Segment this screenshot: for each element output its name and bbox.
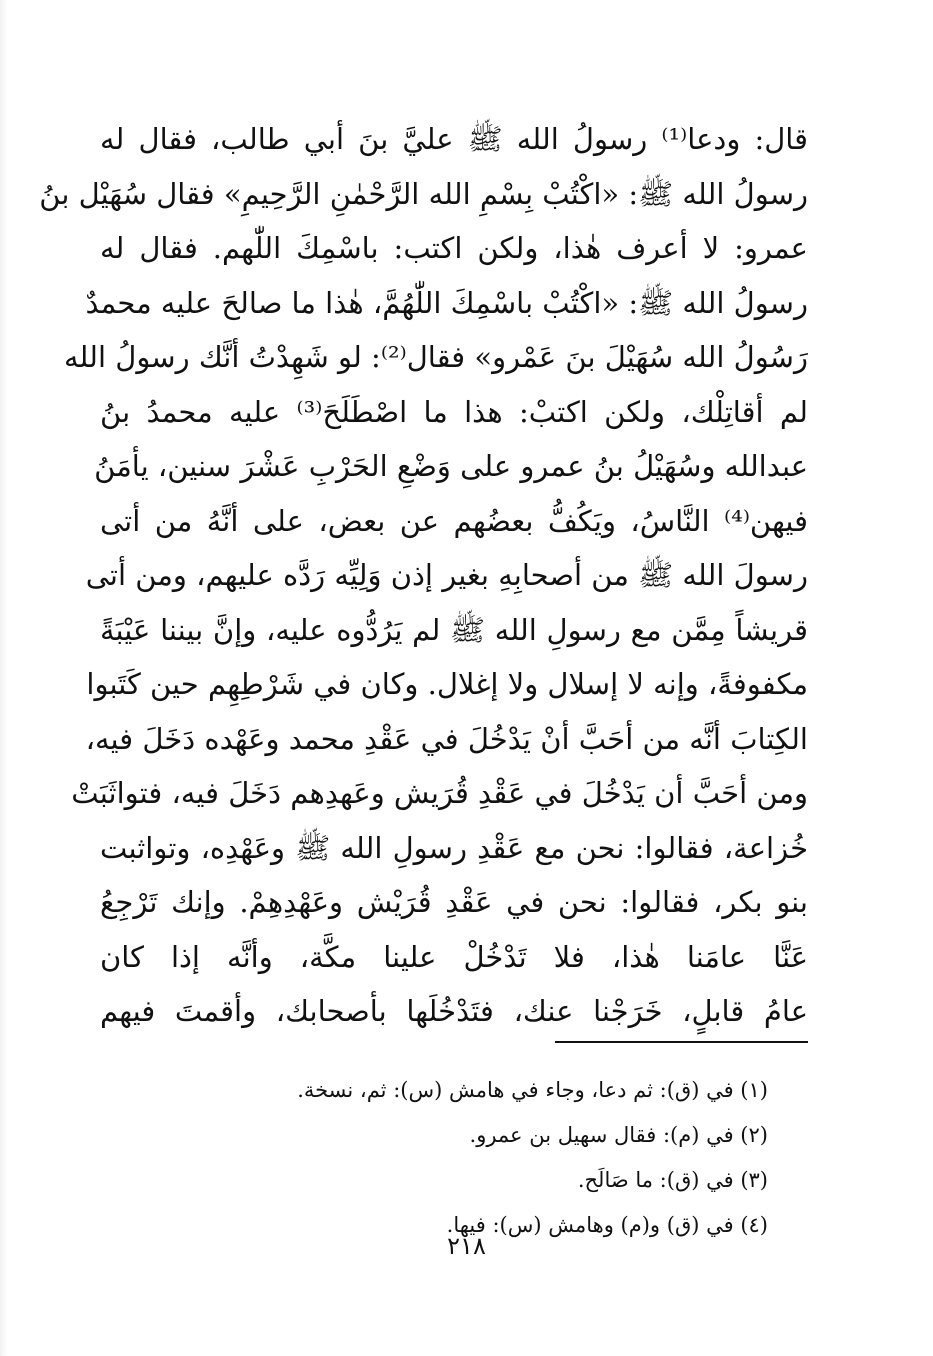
text-line: الكِتابَ أنَّه من أحَبَّ أنْ يَدْخُلَ في عَقْدِ محمد وعَهْده دَخَلَ فيه، [85, 721, 808, 756]
text-line: بنو بكر، فقالوا: نحن في عَقْدِ قُرَيْش وعَهْدِهِمْ. وإنك تَرْجِعُ [100, 885, 808, 919]
text-line: عبدالله وسُهَيْلُ بنُ عمرو على وَضْعِ الحَرْبِ عَشْرَ سنين، يأمَنُ [94, 449, 808, 483]
text-line: عمرو: لا أعرف هٰذا، ولكن اكتب: باسْمِكَ اللّٰهم. فقال له [100, 231, 808, 265]
text-line: عَنَّا عامَنا هٰذا، فلا تَدْخُلْ علينا مكَّة، وأنَّه إذا كان [100, 939, 808, 974]
text-line: قال: ودعا⁽¹⁾ رسولُ الله ﷺ عليَّ بنَ أبي طالب، فقال له [100, 122, 808, 156]
main-text-block [39, 112, 808, 1039]
page-edge-shadow [0, 0, 8, 1356]
footnotes-block [168, 1068, 768, 1248]
text-line: قريشاً مِمَّن مع رسولِ الله ﷺ لم يَرُدُّوه عليه، وإنَّ بيننا عَيْبَةً [100, 612, 808, 647]
text-line: رسولَ الله ﷺ من أصحابِهِ بغير إذن وَلِيِّه رَدَّه عليهم، ومن أتى [85, 558, 808, 592]
text-line: رسولُ الله ﷺ: «اكْتُبْ باسْمِكَ اللّٰهُمَّ، هٰذا ما صالحَ عليه محمدٌ [85, 285, 808, 320]
footnote: (٤) في (ق) و(م) وهامش (س): فيها. [446, 1213, 768, 1237]
footnote: (١) في (ق): ثم دعا، وجاء في هامش (س): ثم، نسخة. [297, 1078, 768, 1102]
text-line: عامُ قابلٍ، خَرَجْنا عنك، فتَدْخُلَها بأصحابك، وأقمتَ فيهم [100, 994, 808, 1028]
text-line: رَسُولُ الله سُهَيْلَ بنَ عَمْرو» فقال⁽²⁾: لو شَهِدْتُ أنَّك رسولُ الله [63, 340, 808, 374]
text-line: رسولُ الله ﷺ: «اكْتُبْ بِسْمِ الله الرَّحْمٰنِ الرَّحِيمِ» فقال سُهَيْل بنُ [39, 176, 808, 211]
text-line: لم أقاتِلْك، ولكن اكتبْ: هذا ما اصْطَلَحَ⁽³⁾ عليه محمدُ بنُ [100, 394, 808, 429]
footnote-separator [555, 1041, 808, 1043]
page-number: ٢١٨ [447, 1232, 486, 1260]
text-line: ومن أحَبَّ أن يَدْخُلَ في عَقْدِ قُرَيش وعَهدِهم دَخَلَ فيه، فتواثَبَتْ [71, 776, 808, 810]
text-line: خُزاعة، فقالوا: نحن مع عَقْدِ رسولِ الله ﷺ وعَهْدِه، وتواثبت [100, 830, 808, 865]
footnote: (٢) في (م): فقال سهيل بن عمرو. [469, 1123, 768, 1147]
text-line: فيهن⁽⁴⁾ النَّاسُ، ويَكُفُّ بعضُهم عن بعض، على أنَّهُ من أتى [100, 503, 808, 538]
footnote: (٣) في (ق): ما صَالَح. [577, 1168, 768, 1192]
text-line: مكفوفةً، وإنه لا إسلال ولا إغلال. وكان في شَرْطِهِم حين كَتَبوا [86, 667, 808, 701]
